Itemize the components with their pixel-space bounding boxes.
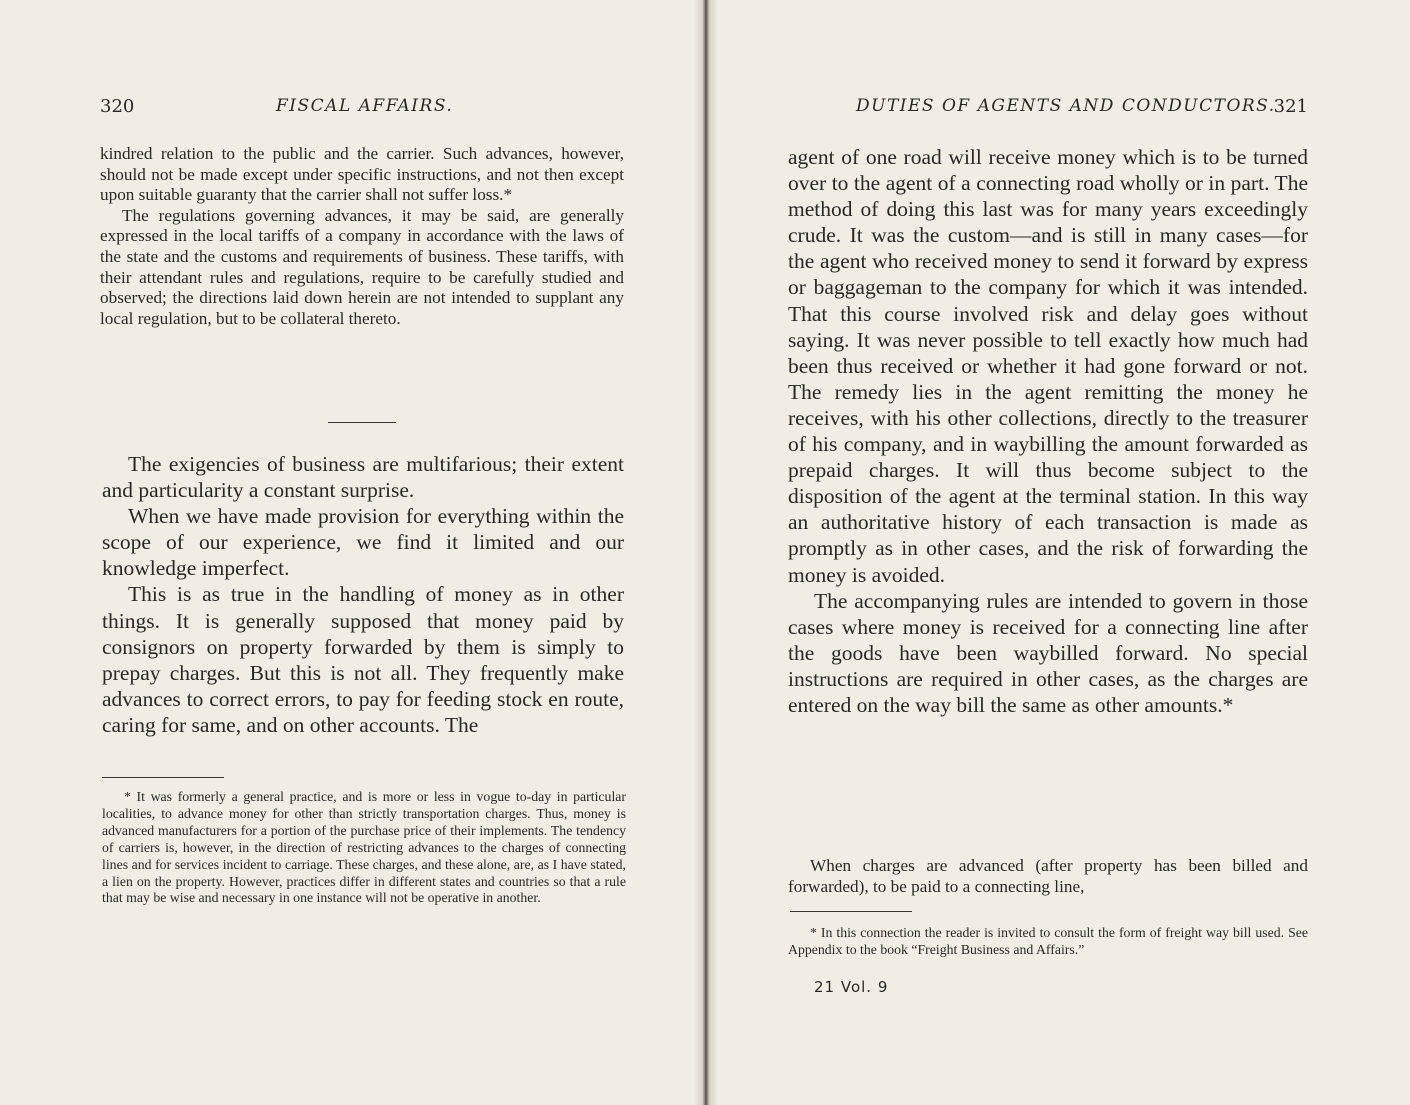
right-footnote <box>788 925 1308 959</box>
paragraph: agent of one road will receive money which is to be turned over to the agent of a connecting road wholly or in part. The method of doing this last was for many years exceedingly crude. It was the custom—and is still in many cases—for the agent who received money to send it forward by express or baggageman to the company for which it was intended. That this course involved risk and delay goes without saying. It was never possible to tell exactly how much had been thus received or whether it had gone forward or not. The remedy lies in the agent remitting the money he receives, with his other collections, directly to the treasurer of his company, and in waybilling the amount forwarded as prepaid charges. It will thus become subject to the disposition of the agent at the terminal station. In this way an authoritative history of each transaction is made as promptly as in other cases, and the risk of forwarding the money is avoided. <box>788 145 1308 587</box>
running-head: FISCAL AFFAIRS. <box>276 96 454 116</box>
right-running-header <box>786 96 1308 124</box>
paragraph: When we have made provision for everything within the scope of our experience, we find it limited and our knowledge imperfect. <box>102 504 624 581</box>
book-gutter <box>694 0 718 1105</box>
left-small-text <box>100 144 624 329</box>
paragraph: The accompanying rules are intended to govern in those cases where money is received for a connecting line after the goods have been waybilled forward. No special instructions are required in other cases, as the charges are entered on the way bill the same as other amounts.* <box>788 588 1308 717</box>
page-number: 321 <box>1273 96 1308 117</box>
footnote-rule <box>790 911 912 912</box>
left-main-text <box>102 451 624 738</box>
page-number: 320 <box>100 96 135 117</box>
footnote-rule <box>102 777 224 778</box>
paragraph: The regulations governing advances, it may be said, are generally expressed in the local tariffs of a company in accordance with the laws of the state and the customs and requirements of business. These tariffs, with their attendant rules and regulations, require to be carefully studied and observed; the directions laid down herein are not intended to supplant any local regulation, but to be collateral thereto. <box>100 205 624 328</box>
section-divider <box>328 422 396 423</box>
footnote: * It was formerly a general practice, and is more or less in vogue to-day in particular localities, to advance money for other than strictly transportation charges. Thus, money is advanced manufacturers for a portion of the purchase price of their implements. The tendency of carriers is, however, in the direction of restricting advances to the charges of connecting lines and for services incident to carriage. These charges, and these alone, are, as I have stated, a lien on the property. However, practices differ in different states and countries so that a rule that may be wise and necessary in one instance will not be operative in another. <box>102 789 626 906</box>
paragraph: This is as true in the handling of money as in other things. It is generally supposed that money paid by consignors on property forwarded by them is simply to prepay charges. But this is not all. They frequently make advances to correct errors, to pay for feeding stock en route, caring for same, and on other accounts. The <box>102 582 624 737</box>
right-page <box>708 0 1410 1105</box>
signature-mark: 21 Vol. 9 <box>814 978 889 996</box>
right-main-text <box>788 144 1308 718</box>
left-footnote <box>102 789 626 907</box>
paragraph: When charges are advanced (after property has been billed and forwarded), to be paid to a connecting line, <box>788 856 1308 896</box>
right-small-text <box>788 856 1308 897</box>
left-running-header <box>100 96 624 124</box>
running-head: DUTIES OF AGENTS AND CONDUCTORS. <box>856 96 1276 116</box>
footnote: * In this connection the reader is invited to consult the form of freight way bill used. See Appendix to the book “Freight Business and Affairs.” <box>788 925 1308 957</box>
paragraph: kindred relation to the public and the carrier. Such advances, however, should not be made except under specific instructions, and not then except upon suitable guaranty that the carrier shall not suffer loss.* <box>100 144 624 205</box>
left-page <box>0 0 704 1105</box>
paragraph: The exigencies of business are multifarious; their extent and particularity a constant surprise. <box>102 452 624 503</box>
